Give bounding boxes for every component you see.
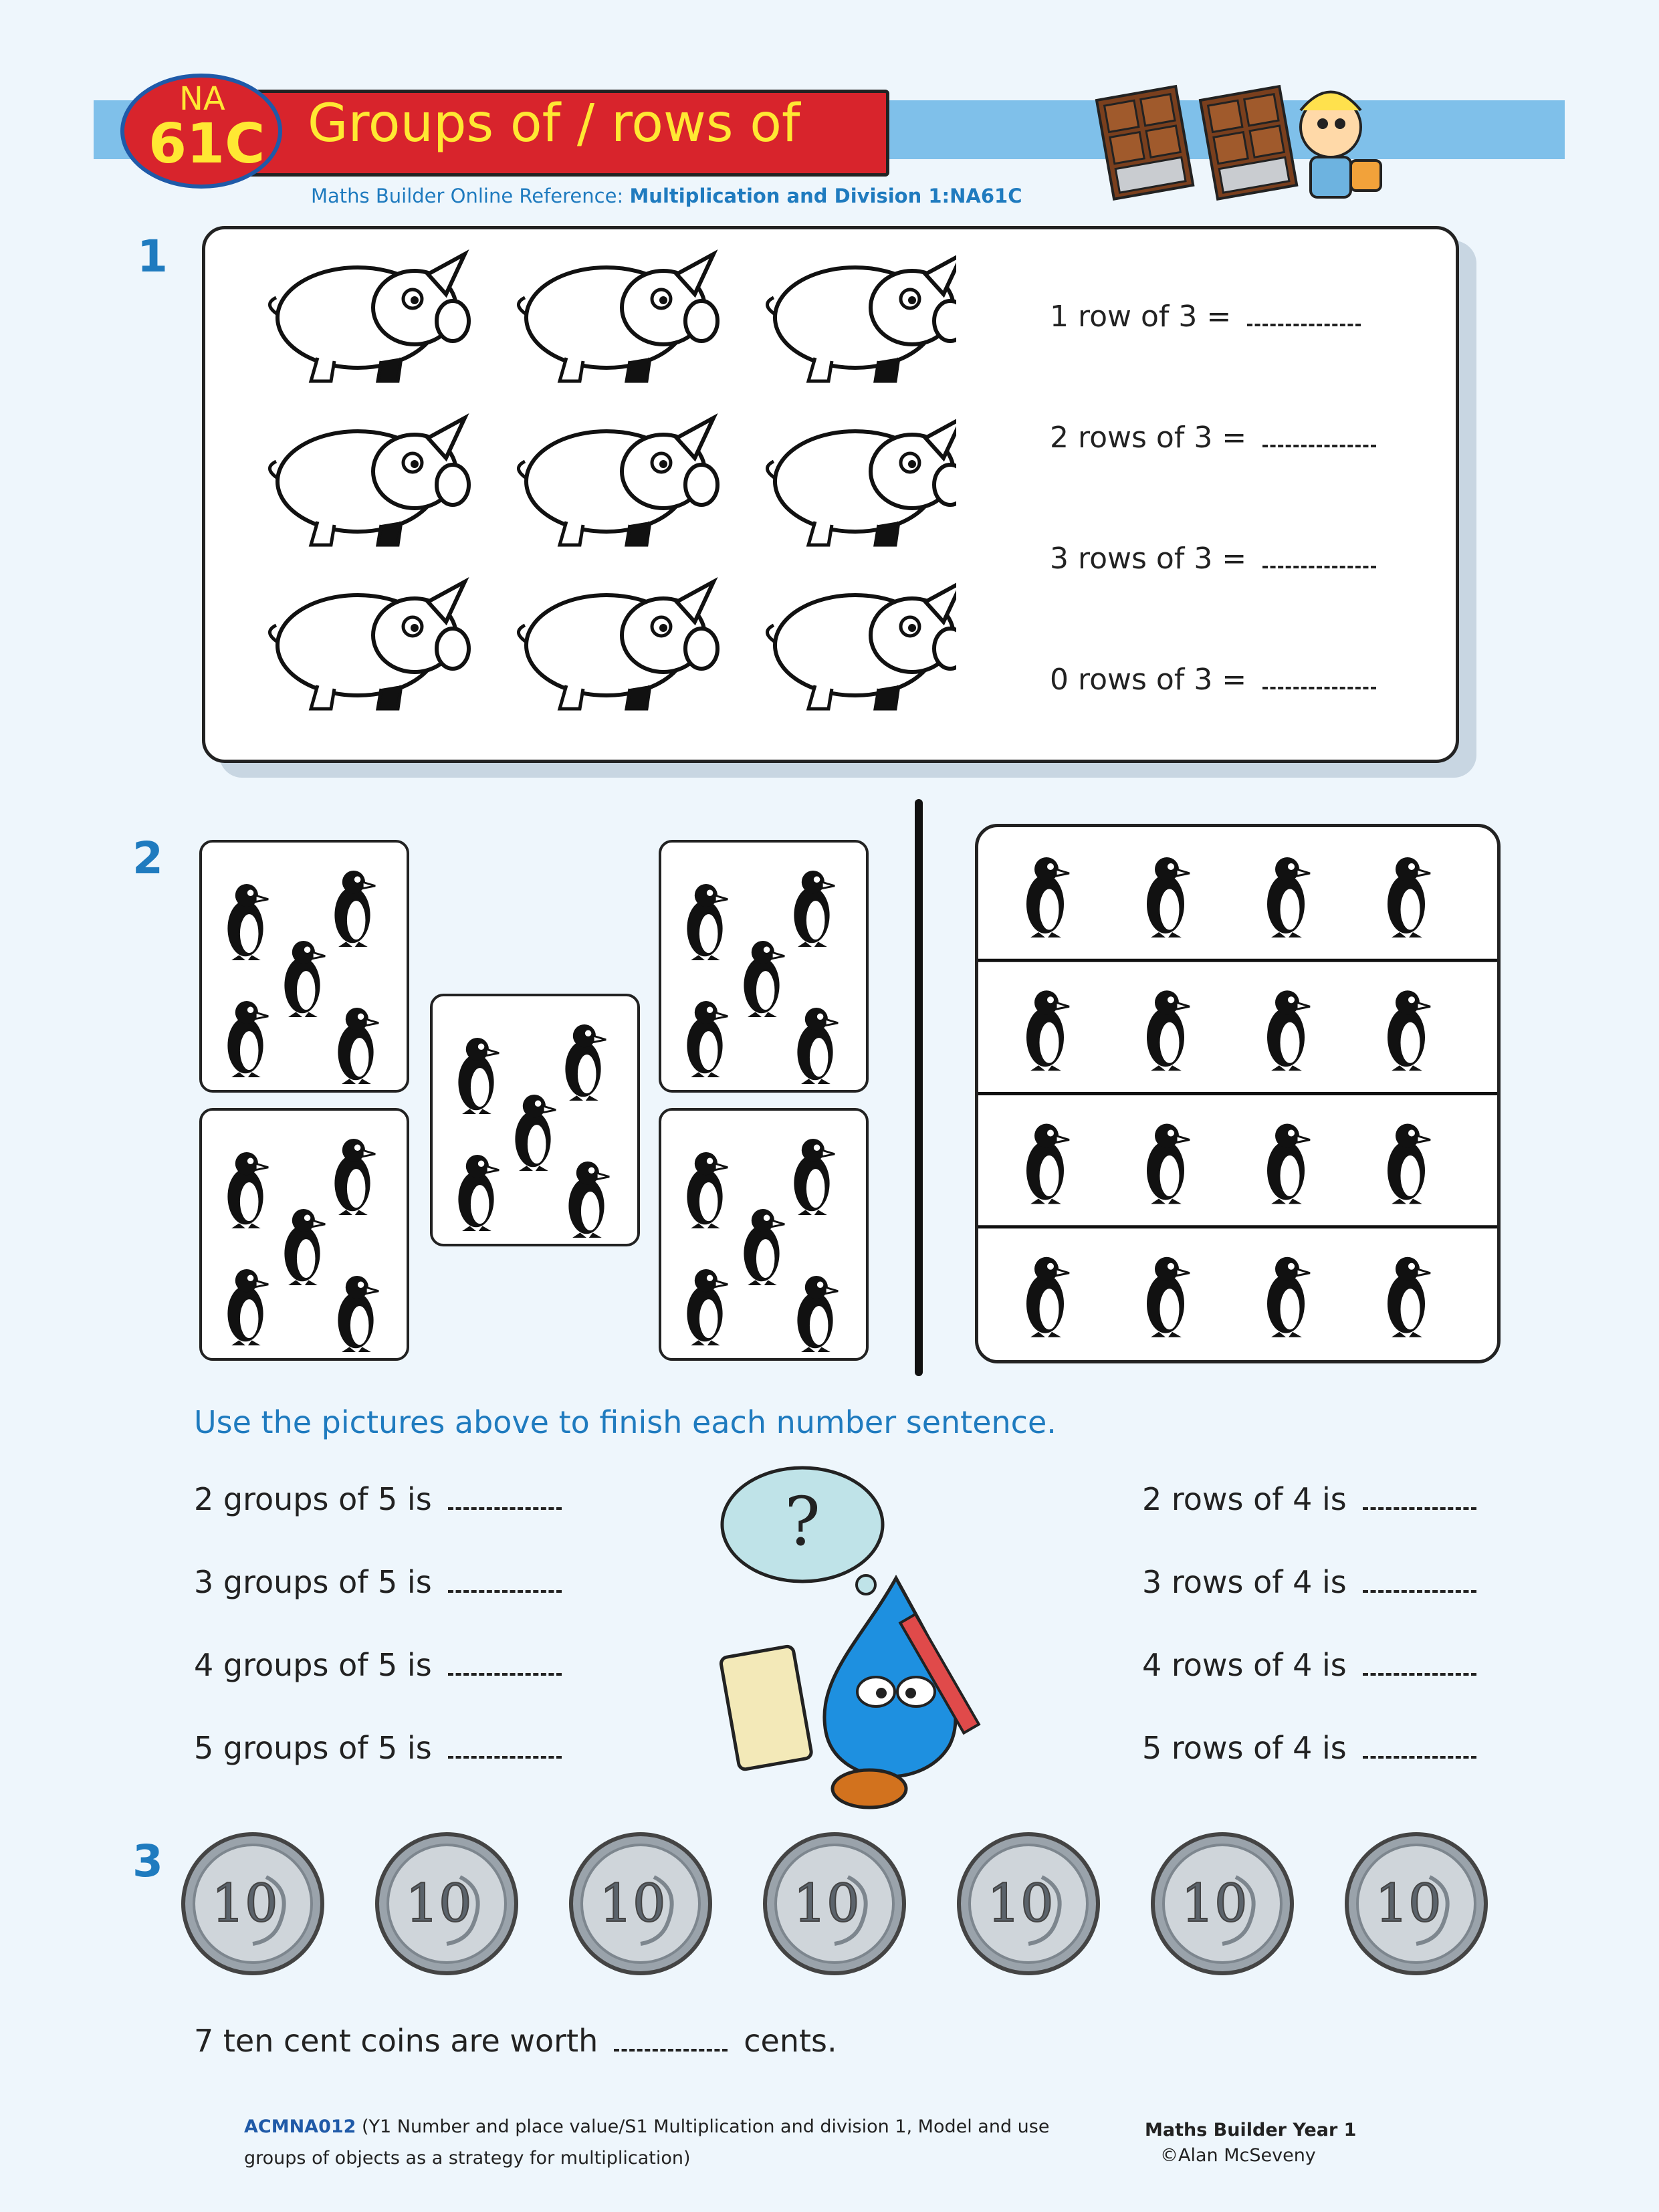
penguin-icon xyxy=(794,871,835,947)
answer-blank[interactable] xyxy=(1247,310,1361,326)
chocolate-bar-icon xyxy=(1097,86,1193,199)
pig-icon xyxy=(518,254,717,381)
penguin-group-card xyxy=(659,840,869,1093)
coin-label: 10 xyxy=(793,1874,860,1934)
groups-sentences xyxy=(194,1481,562,1813)
answer-blank[interactable] xyxy=(1363,1660,1476,1676)
penguin-rows xyxy=(978,827,1497,1360)
answer-blank[interactable] xyxy=(448,1660,562,1676)
answer-blank[interactable] xyxy=(1363,1494,1476,1510)
penguin-icon xyxy=(1147,1257,1190,1337)
penguin-icon xyxy=(1147,857,1190,937)
rows-sentence: 2 rows of 4 is xyxy=(1142,1481,1476,1564)
coin-label: 10 xyxy=(599,1874,666,1934)
pig-icon xyxy=(269,254,469,381)
question-number-2: 2 xyxy=(132,833,163,884)
penguin-icon xyxy=(1026,1124,1069,1204)
coin-label: 10 xyxy=(405,1874,472,1934)
answer-blank[interactable] xyxy=(448,1577,562,1593)
answer-blank[interactable] xyxy=(448,1743,562,1759)
page-title: Groups of / rows of xyxy=(308,94,800,154)
pig-icon xyxy=(767,418,956,545)
code-badge-top: NA xyxy=(179,80,225,118)
penguin-icon xyxy=(565,1024,606,1101)
penguin-group-card xyxy=(199,1108,409,1361)
thought-cloud-icon xyxy=(722,1468,892,1614)
penguin-icon xyxy=(744,1209,784,1285)
groups-sentence: 2 groups of 5 is xyxy=(194,1481,562,1564)
penguin-icon xyxy=(1026,990,1069,1071)
q1-equation: 3 rows of 3 = xyxy=(1050,542,1376,663)
coin-row xyxy=(174,1829,1511,1989)
penguin-group-card xyxy=(430,994,640,1246)
copyright: ©Alan McSeveny xyxy=(1160,2145,1316,2166)
penguin-group xyxy=(433,996,643,1249)
ten-cent-coin-icon xyxy=(959,1834,1098,1973)
pig-icon xyxy=(518,418,717,545)
groups-sentence: 3 groups of 5 is xyxy=(194,1564,562,1647)
rows-sentence: 3 rows of 4 is xyxy=(1142,1564,1476,1647)
penguin-icon xyxy=(284,941,325,1017)
penguin-icon xyxy=(227,1001,268,1077)
penguin-icon xyxy=(515,1095,556,1171)
ten-cent-coin-icon xyxy=(183,1834,322,1973)
penguin-rows-panel xyxy=(975,824,1501,1363)
ten-cent-coin-icon xyxy=(571,1834,710,1973)
penguin-icon xyxy=(334,1139,375,1215)
q3-sentence: 7 ten cent coins are worth cents. xyxy=(194,2023,837,2059)
penguin-icon xyxy=(744,941,784,1017)
penguin-icon xyxy=(1026,857,1069,937)
penguin-group xyxy=(661,843,871,1095)
answer-blank[interactable] xyxy=(1363,1743,1476,1759)
coin-label: 10 xyxy=(211,1874,278,1934)
q2-instruction: Use the pictures above to finish each number sentence. xyxy=(194,1404,1057,1440)
online-reference xyxy=(311,185,1022,207)
rows-sentence: 5 rows of 4 is xyxy=(1142,1730,1476,1813)
penguin-icon xyxy=(227,1269,268,1345)
code-badge-number: 61C xyxy=(148,112,265,176)
penguin-icon xyxy=(1388,1124,1430,1204)
penguin-icon xyxy=(1147,1124,1190,1204)
penguin-icon xyxy=(1388,990,1430,1071)
curriculum-reference: ACMNA012 (Y1 Number and place value/S1 Multiplication and division 1, Model and use xyxy=(244,2116,1050,2137)
ten-cent-coin-icon xyxy=(1347,1834,1486,1973)
penguin-icon xyxy=(1026,1257,1069,1337)
penguin-group xyxy=(661,1111,871,1363)
groups-sentence: 4 groups of 5 is xyxy=(194,1647,562,1730)
penguin-icon xyxy=(1267,857,1310,937)
penguin-icon xyxy=(797,1276,838,1352)
chocolate-kid-illustration xyxy=(1090,53,1384,221)
answer-blank[interactable] xyxy=(614,2035,728,2052)
penguin-icon xyxy=(687,1001,728,1077)
question-number-1: 1 xyxy=(137,231,168,282)
curriculum-reference-line2: groups of objects as a strategy for multiplication) xyxy=(244,2148,691,2169)
q1-equation: 0 rows of 3 = xyxy=(1050,663,1376,784)
question-number-3: 3 xyxy=(132,1836,163,1887)
penguin-icon xyxy=(338,1276,378,1352)
book-title: Maths Builder Year 1 xyxy=(1145,2120,1357,2140)
thinking-droplet-illustration xyxy=(695,1451,1070,1812)
coin-label: 10 xyxy=(1375,1874,1442,1934)
droplet-character-icon xyxy=(720,1578,979,1807)
penguin-icon xyxy=(687,884,728,960)
pig-icon xyxy=(269,418,469,545)
answer-blank[interactable] xyxy=(1363,1577,1476,1593)
coin-label: 10 xyxy=(1181,1874,1248,1934)
penguin-icon xyxy=(227,1152,268,1228)
rows-sentence: 4 rows of 4 is xyxy=(1142,1647,1476,1730)
answer-blank[interactable] xyxy=(1262,431,1376,447)
penguin-icon xyxy=(797,1008,838,1084)
ten-cent-coin-icon xyxy=(765,1834,904,1973)
pig-grid xyxy=(254,237,956,739)
penguin-icon xyxy=(568,1162,609,1238)
penguin-icon xyxy=(687,1152,728,1228)
kid-character-icon xyxy=(1301,92,1381,198)
pig-icon xyxy=(767,582,956,709)
groups-sentence: 5 groups of 5 is xyxy=(194,1730,562,1813)
question-mark: ? xyxy=(784,1482,820,1561)
answer-blank[interactable] xyxy=(1262,552,1376,568)
rows-sentences xyxy=(1142,1481,1476,1813)
penguin-icon xyxy=(1147,990,1190,1071)
coin-label: 10 xyxy=(987,1874,1054,1934)
penguin-icon xyxy=(1267,1124,1310,1204)
answer-blank[interactable] xyxy=(448,1494,562,1510)
penguin-icon xyxy=(458,1038,499,1114)
pig-icon xyxy=(767,254,956,381)
penguin-group-card xyxy=(659,1108,869,1361)
q1-equation: 1 row of 3 = xyxy=(1050,300,1376,421)
reference-prefix: Maths Builder Online Reference: xyxy=(311,185,630,207)
penguin-icon xyxy=(1267,1257,1310,1337)
penguin-group-card xyxy=(199,840,409,1093)
penguin-icon xyxy=(284,1209,325,1285)
divider-line xyxy=(915,799,923,1376)
pig-icon xyxy=(269,582,469,709)
penguin-icon xyxy=(338,1008,378,1084)
q1-equation-list xyxy=(1050,300,1376,784)
answer-blank[interactable] xyxy=(1262,673,1376,689)
ten-cent-coin-icon xyxy=(1153,1834,1292,1973)
penguin-icon xyxy=(794,1139,835,1215)
penguin-icon xyxy=(227,884,268,960)
penguin-icon xyxy=(334,871,375,947)
reference-value: Multiplication and Division 1:NA61C xyxy=(629,185,1022,207)
penguin-icon xyxy=(1267,990,1310,1071)
penguin-icon xyxy=(1388,857,1430,937)
ten-cent-coin-icon xyxy=(377,1834,516,1973)
penguin-group xyxy=(202,843,412,1095)
pig-icon xyxy=(518,582,717,709)
penguin-icon xyxy=(458,1155,499,1231)
penguin-icon xyxy=(1388,1257,1430,1337)
penguin-group xyxy=(202,1111,412,1363)
penguin-icon xyxy=(687,1269,728,1345)
chocolate-bar-icon xyxy=(1200,86,1297,199)
q1-equation: 2 rows of 3 = xyxy=(1050,421,1376,542)
